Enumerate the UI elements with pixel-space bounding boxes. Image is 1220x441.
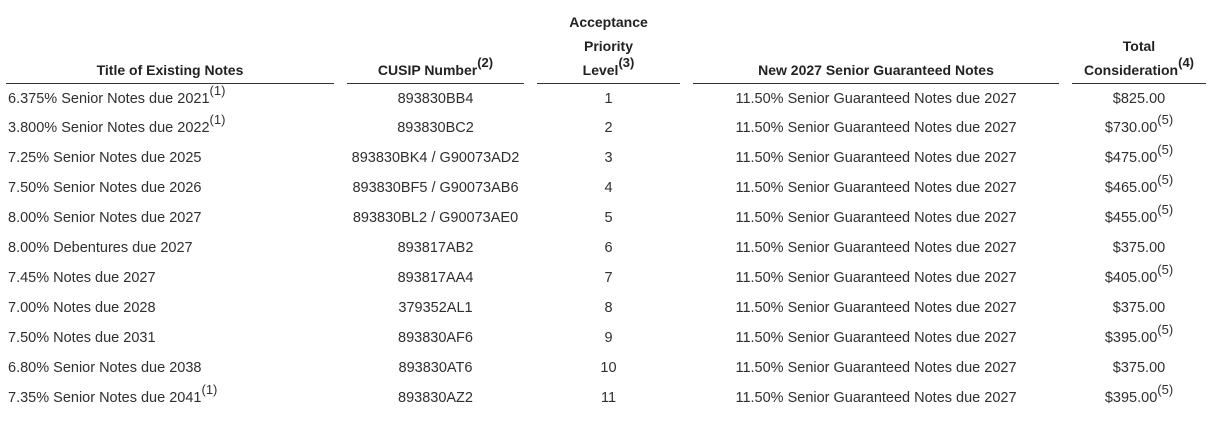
- cell-total-consideration: $395.00$^{(5)}$: [1104, 322, 1174, 346]
- cell-priority-level: 11: [600, 390, 617, 406]
- cell-priority-level: 10: [600, 360, 617, 376]
- cell-cusip: 893830BK4 / G90073AD2: [351, 150, 520, 166]
- header-acceptance-line2: Priority: [583, 38, 633, 54]
- header-acceptance-footnote: (3): [618, 55, 635, 71]
- cell-new-notes: 11.50% Senior Guaranteed Notes due 2027: [735, 300, 1017, 316]
- cell-title: 6.375% Senior Notes due 2021$^{(1)}$: [8, 83, 226, 107]
- cell-total-consideration: $465.00$^{(5)}$: [1104, 172, 1174, 196]
- table-row: [6, 173, 1206, 203]
- cell-total-consideration: $825.00: [1112, 91, 1166, 107]
- header-acceptance-line3: Level: [582, 62, 619, 78]
- cell-total-consideration: $375.00: [1112, 360, 1166, 376]
- cell-title: 8.00% Debentures due 2027: [8, 240, 193, 256]
- cell-cusip: 893830BC2: [397, 120, 474, 136]
- cell-priority-level: 1: [604, 91, 613, 107]
- cell-total-consideration: $730.00$^{(5)}$: [1104, 112, 1174, 136]
- cell-new-notes: 11.50% Senior Guaranteed Notes due 2027: [735, 390, 1017, 406]
- cell-priority-level: 3: [604, 150, 613, 166]
- cell-cusip: 893817AA4: [397, 270, 474, 286]
- cell-cusip: 893830BB4: [397, 91, 474, 107]
- cell-new-notes: 11.50% Senior Guaranteed Notes due 2027: [735, 120, 1017, 136]
- header-title-of-existing-notes: [6, 10, 334, 84]
- header-new-senior-guaranteed-notes: [693, 10, 1059, 84]
- header-acceptance-line1: Acceptance: [569, 14, 648, 30]
- cell-priority-level: 5: [604, 210, 613, 226]
- cell-new-notes: 11.50% Senior Guaranteed Notes due 2027: [735, 150, 1017, 166]
- cell-priority-level: 7: [604, 270, 613, 286]
- cell-new-notes: 11.50% Senior Guaranteed Notes due 2027: [735, 91, 1017, 107]
- cell-title: 7.35% Senior Notes due 2041$^{(1)}$: [8, 382, 218, 406]
- cell-cusip: 893830AZ2: [398, 390, 473, 406]
- cell-title: 7.50% Senior Notes due 2026: [8, 180, 202, 196]
- table-row: [6, 143, 1206, 173]
- cell-new-notes: 11.50% Senior Guaranteed Notes due 2027: [735, 330, 1017, 346]
- cell-priority-level: 8: [604, 300, 613, 316]
- cell-total-consideration: $375.00: [1112, 300, 1166, 316]
- cell-title: 8.00% Senior Notes due 2027: [8, 210, 202, 226]
- cell-total-consideration: $395.00$^{(5)}$: [1104, 382, 1174, 406]
- table-row: [6, 323, 1206, 353]
- cell-cusip: 893830BL2 / G90073AE0: [352, 210, 519, 226]
- table-row: [6, 263, 1206, 293]
- cell-new-notes: 11.50% Senior Guaranteed Notes due 2027: [735, 360, 1017, 376]
- cell-new-notes: 11.50% Senior Guaranteed Notes due 2027: [735, 270, 1017, 286]
- cell-cusip: 893830BF5 / G90073AB6: [352, 180, 519, 196]
- header-total-consideration: [1072, 10, 1206, 84]
- cell-priority-level: 2: [604, 120, 613, 136]
- cell-total-consideration: $475.00$^{(5)}$: [1104, 142, 1174, 166]
- existing-notes-table: [6, 10, 1206, 413]
- table-row: [6, 84, 1206, 113]
- cell-cusip: 379352AL1: [398, 300, 473, 316]
- cell-total-consideration: $375.00: [1112, 240, 1166, 256]
- header-total-line2: Consideration: [1083, 62, 1179, 78]
- header-row: [6, 10, 1206, 84]
- cell-title: 6.80% Senior Notes due 2038: [8, 360, 202, 376]
- cell-priority-level: 4: [604, 180, 613, 196]
- cell-new-notes: 11.50% Senior Guaranteed Notes due 2027: [735, 210, 1017, 226]
- cell-total-consideration: $455.00$^{(5)}$: [1104, 202, 1174, 226]
- table-body: [6, 84, 1206, 413]
- cell-title: 7.45% Notes due 2027: [8, 270, 156, 286]
- cell-title: 7.25% Senior Notes due 2025: [8, 150, 202, 166]
- table-row: [6, 383, 1206, 413]
- cell-total-consideration: $405.00$^{(5)}$: [1104, 262, 1174, 286]
- cell-title: 7.00% Notes due 2028: [8, 300, 156, 316]
- table-row: [6, 203, 1206, 233]
- cell-priority-level: 9: [604, 330, 613, 346]
- table-row: [6, 353, 1206, 383]
- header-title-label: Title of Existing Notes: [96, 62, 244, 78]
- header-cusip-number: [347, 10, 524, 84]
- header-cusip-footnote: (2): [477, 55, 494, 71]
- cell-title: 7.50% Notes due 2031: [8, 330, 156, 346]
- table-row: [6, 293, 1206, 323]
- cell-cusip: 893830AF6: [398, 330, 473, 346]
- cell-new-notes: 11.50% Senior Guaranteed Notes due 2027: [735, 180, 1017, 196]
- cell-new-notes: 11.50% Senior Guaranteed Notes due 2027: [735, 240, 1017, 256]
- header-new-notes-label: New 2027 Senior Guaranteed Notes: [758, 62, 994, 78]
- cell-cusip: 893830AT6: [398, 360, 473, 376]
- header-acceptance-priority-level: [537, 10, 680, 84]
- header-total-footnote: (4): [1178, 55, 1194, 71]
- cell-cusip: 893817AB2: [397, 240, 474, 256]
- header-cusip-label: CUSIP Number: [377, 62, 478, 78]
- table-row: [6, 233, 1206, 263]
- cell-title: 3.800% Senior Notes due 2022$^{(1)}$: [8, 112, 226, 136]
- header-total-line1: Total: [1122, 38, 1156, 54]
- table-row: [6, 113, 1206, 143]
- cell-priority-level: 6: [604, 240, 613, 256]
